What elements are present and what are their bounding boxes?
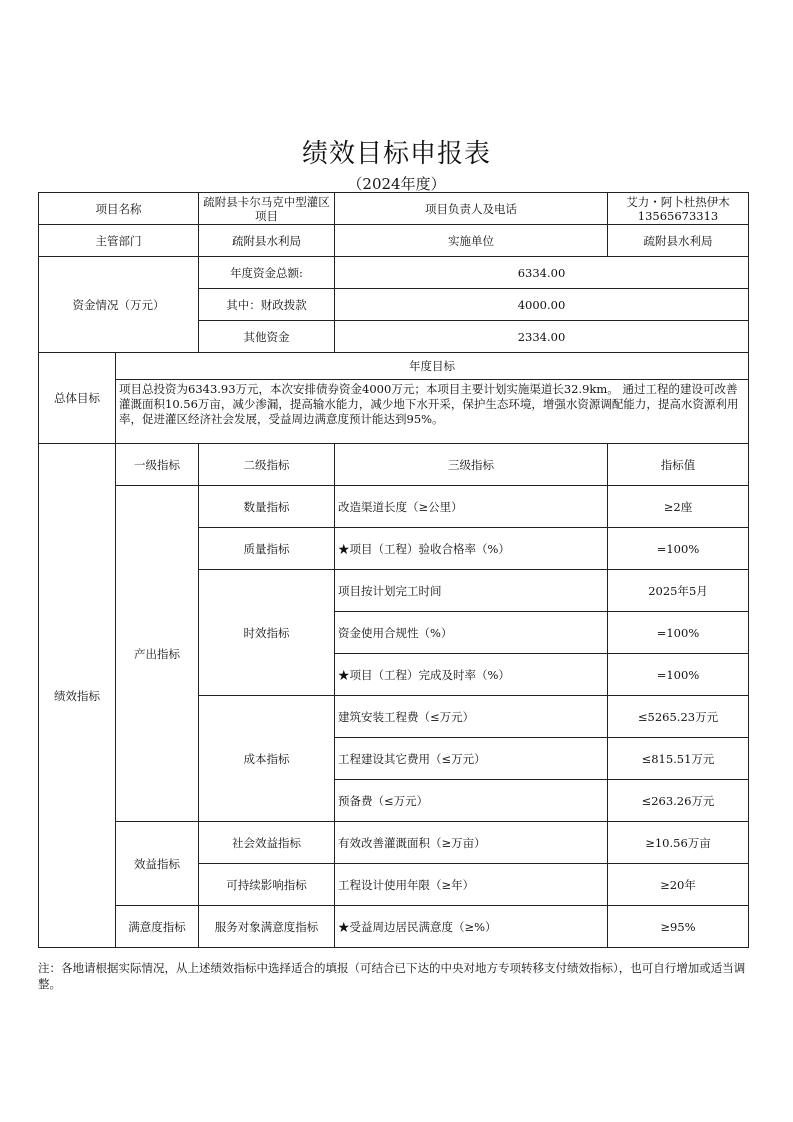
overall-text: 项目总投资为6343.93万元，本次安排债券资金4000万元；本项目主要计划实施渠道长32.9km。 通过工程的建设可改善灌溉面积10.56万亩，减少渗漏，提高输水能力，减少地下水开采，保护生态环境，增强水资源调配能力，提高水资源利用率，促进灌区经济社会发展，受益周边满意度预计能达到95%。 xyxy=(116,380,749,444)
benefit-label: 效益指标 xyxy=(116,822,199,906)
indicator-name: 资金使用合规性（%） xyxy=(335,612,608,654)
indicator-value: ≤815.51万元 xyxy=(608,738,749,780)
indicator-name: 改造渠道长度（≥公里） xyxy=(335,486,608,528)
funds-row-label: 年度资金总额: xyxy=(199,257,335,289)
funds-row-value: 2334.00 xyxy=(335,321,749,353)
quantity-label: 数量指标 xyxy=(199,486,335,528)
indicator-name: 工程建设其它费用（≤万元） xyxy=(335,738,608,780)
indicator-value: ≥95% xyxy=(608,906,749,948)
indicator-name: 项目按计划完工时间 xyxy=(335,570,608,612)
perf-header-1: 一级指标 xyxy=(116,444,199,486)
indicator-value: =100% xyxy=(608,612,749,654)
leader: 艾力・阿卜杜热伊木 13565673313 xyxy=(608,193,749,225)
indicator-value: ≥20年 xyxy=(608,864,749,906)
indicator-value: =100% xyxy=(608,528,749,570)
project-name: 疏附县卡尔马克中型灌区项目 xyxy=(199,193,335,225)
perf-header-2: 二级指标 xyxy=(199,444,335,486)
overall-label: 总体目标 xyxy=(39,353,116,444)
indicator-name: 预备费（≤万元） xyxy=(335,780,608,822)
service-label: 服务对象满意度指标 xyxy=(199,906,335,948)
quality-label: 质量指标 xyxy=(199,528,335,570)
funds-row-label: 其他资金 xyxy=(199,321,335,353)
performance-table xyxy=(38,192,749,948)
perf-header-4: 指标值 xyxy=(608,444,749,486)
funds-row-value: 6334.00 xyxy=(335,257,749,289)
indicator-name: ★项目（工程）验收合格率（%） xyxy=(335,528,608,570)
project-name-label: 项目名称 xyxy=(39,193,199,225)
indicator-name: ★项目（工程）完成及时率（%） xyxy=(335,654,608,696)
funds-row-label: 其中：财政拨款 xyxy=(199,289,335,321)
sustain-label: 可持续影响指标 xyxy=(199,864,335,906)
impl: 疏附县水利局 xyxy=(608,225,749,257)
indicator-name: ★受益周边居民满意度（≥%） xyxy=(335,906,608,948)
perf-label: 绩效指标 xyxy=(39,444,116,948)
funds-label: 资金情况（万元） xyxy=(39,257,199,353)
funds-row-value: 4000.00 xyxy=(335,289,749,321)
overall-subheader: 年度目标 xyxy=(116,353,749,380)
cost-label: 成本指标 xyxy=(199,696,335,822)
indicator-name: 工程设计使用年限（≥年） xyxy=(335,864,608,906)
indicator-name: 有效改善灌溉面积（≥万亩） xyxy=(335,822,608,864)
page-year: （2024年度） xyxy=(347,175,446,193)
indicator-value: ≥2座 xyxy=(608,486,749,528)
impl-label: 实施单位 xyxy=(335,225,608,257)
dept-label: 主管部门 xyxy=(39,225,199,257)
footnote: 注：各地请根据实际情况，从上述绩效指标中选择适合的填报（可结合已下达的中央对地方专项转移支付绩效指标），也可自行增加或适当调整。 xyxy=(38,961,746,991)
page-title: 绩效目标申报表 xyxy=(301,139,491,169)
indicator-value: 2025年5月 xyxy=(608,570,749,612)
perf-header-3: 三级指标 xyxy=(335,444,608,486)
indicator-value: ≥10.56万亩 xyxy=(608,822,749,864)
leader-label: 项目负责人及电话 xyxy=(335,193,608,225)
time-label: 时效指标 xyxy=(199,570,335,696)
indicator-value: ≤5265.23万元 xyxy=(608,696,749,738)
output-label: 产出指标 xyxy=(116,486,199,822)
indicator-value: =100% xyxy=(608,654,749,696)
indicator-name: 建筑安装工程费（≤万元） xyxy=(335,696,608,738)
social-label: 社会效益指标 xyxy=(199,822,335,864)
indicator-value: ≤263.26万元 xyxy=(608,780,749,822)
dept: 疏附县水利局 xyxy=(199,225,335,257)
satisfaction-label: 满意度指标 xyxy=(116,906,199,948)
